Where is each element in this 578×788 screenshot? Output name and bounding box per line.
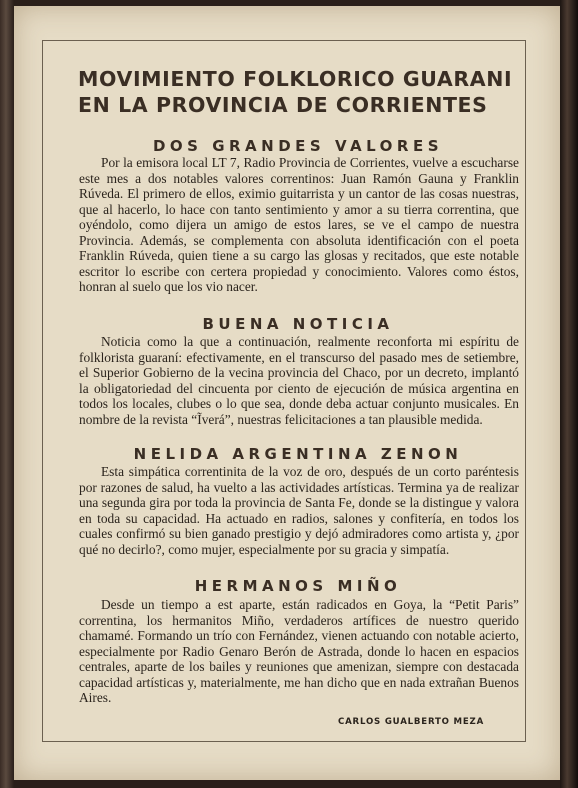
author-signature: CARLOS GUALBERTO MEZA <box>338 717 485 727</box>
paragraph: Desde un tiempo a est aparte, están radicados en Goya, la “Petit Paris” correntina, los hermanitos Miño, verdaderos artífices de nuestro querido chamamé. Formando un trío con Fernández, vienen actuando con notable acierto, especialmente por Radio Genaro Berón de Astrada, donde lo hacen en espacios centrales, aparte de los bailes y reuniones que amenizan, siempre con destacada capacidad artísticas y, materialmente, me han dicho que en nada extrañan Buenos Aires. <box>79 597 519 706</box>
section-title-nelida-argentina-zenon: NELIDA ARGENTINA ZENON <box>133 445 463 463</box>
page-title <box>78 66 518 118</box>
paragraph: Esta simpática correntinita de la voz de oro, después de un corto paréntesis por razones de salud, ha vuelto a las actividades artísticas. Termina ya de realizar una segunda gira por toda la provincia de Santa Fe, donde se la distingue y valora en toda su capacidad. Ha actuado en radios, salones y confitería, en todos los cuales confirmó su bien ganado prestigio y dejó admiradores como artista y, ¿por qué no decirlo?, como mujer, especialmente por su gracia y simpatía. <box>79 464 519 557</box>
title-line-1: MOVIMIENTO FOLKLORICO GUARANI <box>78 67 513 91</box>
title-line-2: EN LA PROVINCIA DE CORRIENTES <box>78 93 488 117</box>
next-page-edge <box>560 0 578 788</box>
paragraph: Noticia como la que a continuación, realmente reconforta mi espíritu de folklorista guaraní: efectivamente, en el transcurso del pasado mes de setiembre, el Superior Gobierno de la vecina provincia del Chaco, por un decreto, implantó la obligatoriedad del cincuenta por ciento de ejecución de música argentina en todos los locales, clubes o lo que sea, donde deba actuar conjunto musicales. En nombre de la revista “Ĩverá”, nuestras felicitaciones a tan plausible medida. <box>79 334 519 427</box>
section-title-buena-noticia: BUENA NOTICIA <box>202 315 394 333</box>
section-text-nelida-argentina-zenon <box>79 464 519 557</box>
section-title-dos-grandes-valores: DOS GRANDES VALORES <box>152 137 444 155</box>
paragraph: Por la emisora local LT 7, Radio Provincia de Corrientes, vuelve a escucharse este mes a dos notables valores correntinos: Juan Ramón Gauna y Franklin Rúveda. El primero de ellos, eximio guitarrista y un cantor de las cosas nuestras, que al hacerlo, lo hace con tanto sentimiento y amor a su tierra correntina, que oyéndolo, como dijera un amigo de estos lares, se ve el campo de nuestra Provincia. Además, se complementa con absoluta identificación con el poeta Franklin Rúveda, quien tiene a su cargo las glosas y recitados, que este notable escritor lo escribe con certera propiedad y conocimiento. Valores como éstos, honran al suelo que los vio nacer. <box>79 155 519 295</box>
section-text-buena-noticia <box>79 334 519 427</box>
section-text-dos-grandes-valores <box>79 155 519 295</box>
section-text-hermanos-mino <box>79 597 519 706</box>
section-title-hermanos-mino: HERMANOS MIÑO <box>194 577 402 595</box>
